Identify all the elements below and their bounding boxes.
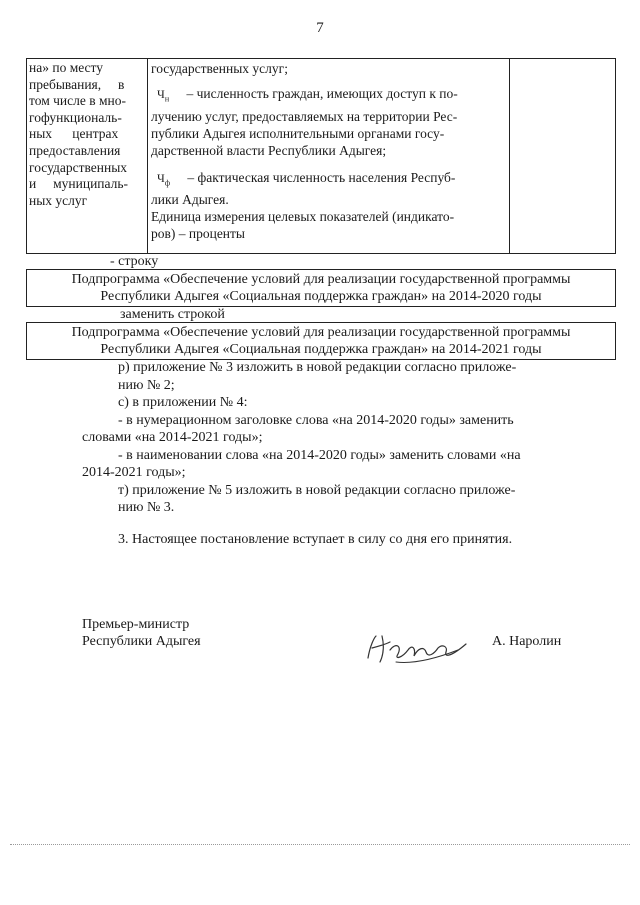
signatory-org: Республики Адыгея — [82, 634, 201, 649]
cell-line: пребывания, в — [29, 76, 125, 92]
cell-line: ных центрах — [29, 126, 119, 142]
cell-line: гофункциональ- — [29, 109, 122, 125]
cell-line: – численность граждан, имеющих доступ к по- — [186, 86, 458, 101]
cell-line: лучению услуг, предоставляемых на территории Рес- — [151, 108, 458, 124]
symbol-subscript: ф — [164, 178, 170, 188]
cell-line: том числе в мно- — [29, 93, 127, 109]
paragraph-line: т) приложение № 5 изложить в новой редакции согласно приложе- — [118, 482, 516, 498]
box-line: Подпрограмма «Обеспечение условий для реализации государственной программы — [71, 272, 571, 287]
subprogram-box-old — [26, 269, 616, 307]
formula-symbol-line — [151, 85, 507, 108]
paragraph-line: с) в приложении № 4: — [118, 395, 248, 410]
cell-line: и муниципаль- — [29, 176, 129, 192]
formula-symbol-line — [151, 169, 507, 192]
cell-line: Единица измерения целевых показателей (индикато- — [151, 209, 455, 225]
cell-line: государственных услуг; — [151, 61, 288, 76]
paragraph-line: - в наименовании слова «на 2014-2020 годы» заменить словами «на — [118, 447, 521, 463]
symbol-chf: Ч — [157, 170, 165, 185]
symbol-chn: Ч — [157, 87, 165, 101]
box-line: Республики Адыгея «Социальная поддержка граждан» на 2014-2020 годы — [100, 289, 542, 304]
paragraph-line: нию № 3. — [118, 500, 175, 515]
cell-line: дарственной власти Республики Адыгея; — [151, 142, 387, 158]
effective-date-paragraph: 3. Настоящее постановление вступает в силу со дня его принятия. — [118, 532, 513, 547]
scan-noise-line — [10, 844, 630, 845]
cell-line: – фактическая численность населения Респуб- — [187, 169, 456, 185]
paragraph-line: 2014-2021 годы»; — [82, 465, 186, 480]
cell-line: предоставления — [29, 142, 121, 158]
paragraph-line — [82, 359, 570, 377]
table-column-divider — [509, 59, 510, 253]
paragraph-line: - в нумерационном заголовке слова «на 2014-2020 годы» заменить — [118, 412, 514, 428]
paragraph-text: р) приложение № 3 изложить в новой редакции согласно приложе- — [118, 360, 517, 375]
cell-line: лики Адыгея. — [151, 192, 229, 208]
table-column-divider — [147, 59, 148, 253]
box-line: Подпрограмма «Обеспечение условий для реализации государственной программы — [71, 325, 571, 340]
signatory-name: А. Наролин — [492, 634, 562, 649]
cell-line: ных услуг — [29, 192, 88, 208]
table-cell-indicator-name — [29, 60, 145, 209]
indicator-table — [26, 58, 616, 254]
cell-line: ров) – проценты — [151, 226, 246, 242]
page-number: 7 — [316, 20, 324, 36]
amendments-list — [82, 359, 570, 517]
cell-line: на» по месту — [29, 60, 104, 75]
subprogram-box-new — [26, 322, 616, 360]
cell-line: публики Адыгея исполнительными органами госу- — [151, 125, 445, 141]
signatory-title: Премьер-министр — [82, 617, 190, 632]
symbol-subscript: н — [164, 94, 170, 104]
cell-line: государственных — [29, 159, 128, 175]
paragraph-line: нию № 2; — [118, 377, 175, 393]
paragraph-line: словами «на 2014-2021 годы»; — [82, 430, 263, 445]
text-stroku: - строку — [110, 254, 159, 269]
text-zamenit: заменить строкой — [120, 307, 225, 322]
box-line: Республики Адыгея «Социальная поддержка граждан» на 2014-2021 годы — [100, 342, 542, 357]
handwritten-signature — [362, 628, 470, 670]
table-cell-method — [151, 60, 507, 242]
